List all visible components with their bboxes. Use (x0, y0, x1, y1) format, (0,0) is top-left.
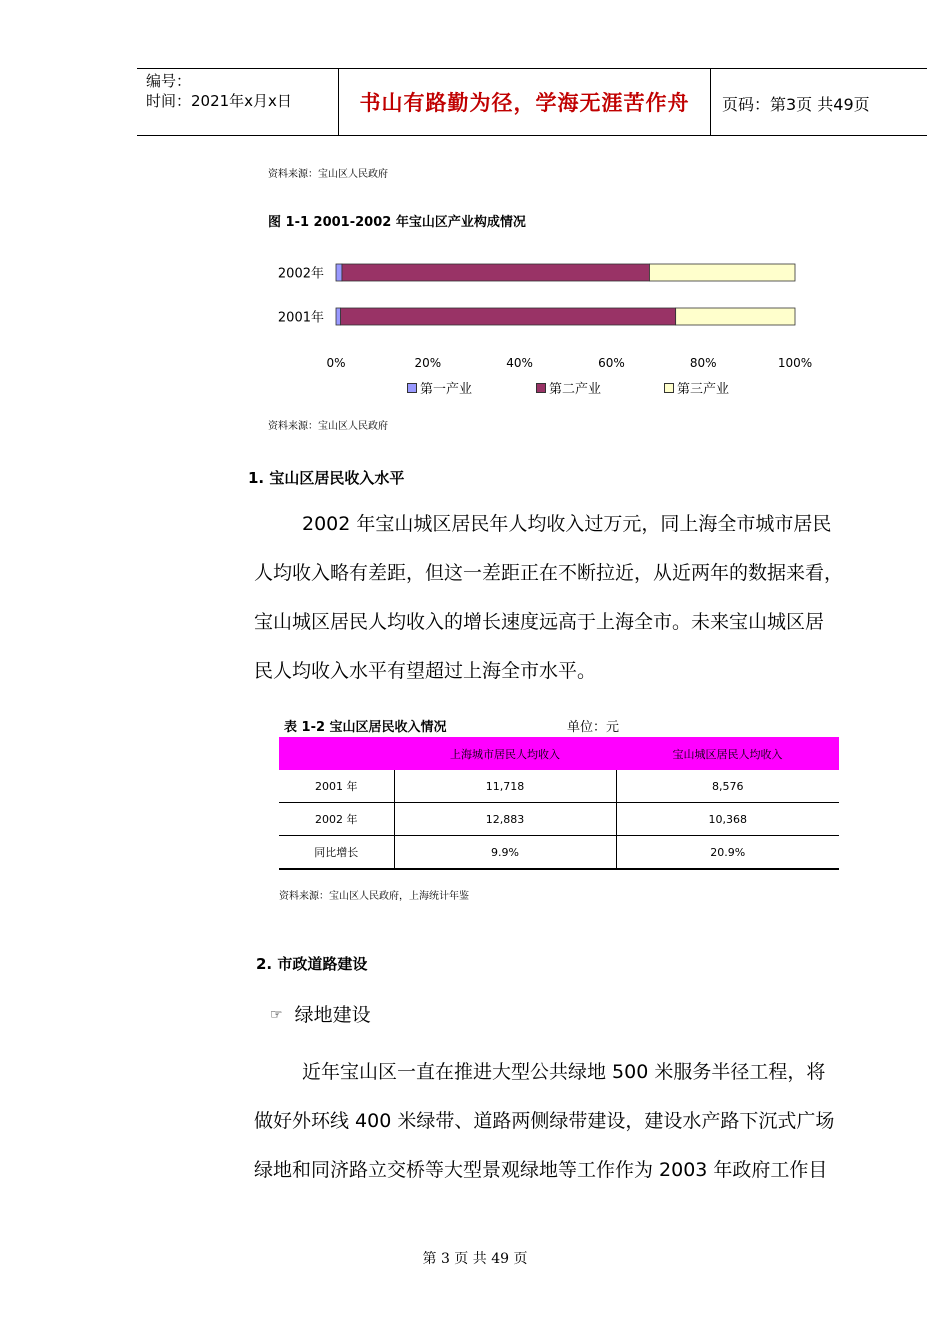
x-tick-label: 100% (777, 356, 813, 370)
header-divider-right (710, 68, 711, 136)
page-footer: 第 3 页 共 49 页 (422, 1251, 528, 1267)
bar-segment (676, 308, 795, 325)
section-1-paragraph (254, 500, 854, 696)
paragraph-line: 绿地和同济路立交桥等大型景观绿地等工作作为 2003 年政府工作目 (254, 1159, 828, 1181)
table-row (279, 803, 839, 836)
legend-item (664, 378, 729, 397)
legend-label: 第一产业 (420, 382, 473, 397)
figure-caption: 图 1-1 2001-2002 年宝山区产业构成情况 (268, 215, 526, 230)
table-cell: 20.9% (616, 836, 839, 870)
paragraph-line: 2002 年宝山城区居民年人均收入过万元，同上海全市城市居民 (302, 513, 832, 535)
header-motto: 书山有路勤为径，学海无涯苦作舟 (359, 91, 690, 115)
table-header-cell: 宝山城区居民人均收入 (616, 737, 839, 770)
section-2-paragraph (254, 1048, 854, 1195)
bar-segment (336, 264, 342, 281)
header-top-border (137, 68, 927, 69)
table-cell: 12,883 (394, 803, 616, 836)
x-tick-label: 20% (414, 356, 442, 370)
income-table (279, 737, 839, 870)
table-cell: 2002 年 (279, 803, 394, 836)
table-unit: 单位：元 (567, 720, 620, 735)
paragraph-line: 民人均收入水平有望超过上海全市水平。 (254, 660, 597, 682)
x-tick-label: 0% (326, 356, 346, 370)
bar-segment (341, 308, 676, 325)
legend-item (407, 378, 472, 397)
x-tick-label: 60% (598, 356, 625, 370)
section-2-title: 2. 市政道路建设 (256, 955, 368, 973)
paragraph-line: 人均收入略有差距，但这一差距正在不断拉近，从近两年的数据来看， (254, 562, 844, 584)
bar-segment (336, 308, 341, 325)
table-row (279, 836, 839, 870)
legend-swatch (664, 383, 674, 393)
source-note-3: 资料来源：宝山区人民政府，上海统计年鉴 (279, 891, 469, 902)
source-note-2: 资料来源：宝山区人民政府 (268, 421, 388, 432)
table-header-cell: 上海城市居民人均收入 (394, 737, 616, 770)
table-row (279, 770, 839, 803)
paragraph-line: 近年宝山区一直在推进大型公共绿地 500 米服务半径工程，将 (302, 1061, 826, 1083)
sub-item-label: 绿地建设 (294, 1004, 371, 1026)
table-cell: 同比增长 (279, 836, 394, 870)
header-number-label: 编号： (146, 72, 192, 90)
table-caption: 表 1-2 宝山区居民收入情况 (284, 720, 447, 735)
x-tick-label: 40% (506, 356, 533, 370)
table-header-row (279, 737, 839, 770)
legend-swatch (536, 383, 546, 393)
table-cell: 9.9% (394, 836, 616, 870)
pointing-hand-icon: ☞ (270, 1007, 283, 1023)
table-header-cell (279, 737, 394, 770)
legend-label: 第二产业 (549, 382, 602, 397)
table-cell: 2001 年 (279, 770, 394, 803)
paragraph-line: 做好外环线 400 米绿带、道路两侧绿带建设，建设水产路下沉式广场 (254, 1110, 835, 1132)
header-page-label: 页码：第3页 共49页 (722, 95, 870, 114)
bar-segment (649, 264, 795, 281)
legend-swatch (407, 383, 417, 393)
table-cell: 10,368 (616, 803, 839, 836)
paragraph-line: 宝山城区居民人均收入的增长速度远高于上海全市。未来宝山城区居 (254, 611, 825, 633)
source-note-1: 资料来源：宝山区人民政府 (268, 169, 388, 180)
category-label: 2001年 (277, 310, 324, 326)
x-tick-label: 80% (689, 356, 717, 370)
header-time-label: 时间：2021年x月x日 (146, 92, 292, 110)
legend-item (536, 378, 601, 397)
table-cell: 8,576 (616, 770, 839, 803)
table-cell: 11,718 (394, 770, 616, 803)
header-bottom-border (137, 135, 927, 136)
section-1-title: 1. 宝山区居民收入水平 (248, 469, 405, 487)
category-label: 2002年 (277, 266, 324, 282)
bar-segment (342, 264, 650, 281)
legend-label: 第三产业 (677, 382, 730, 397)
sub-item-greenland (270, 1000, 371, 1027)
